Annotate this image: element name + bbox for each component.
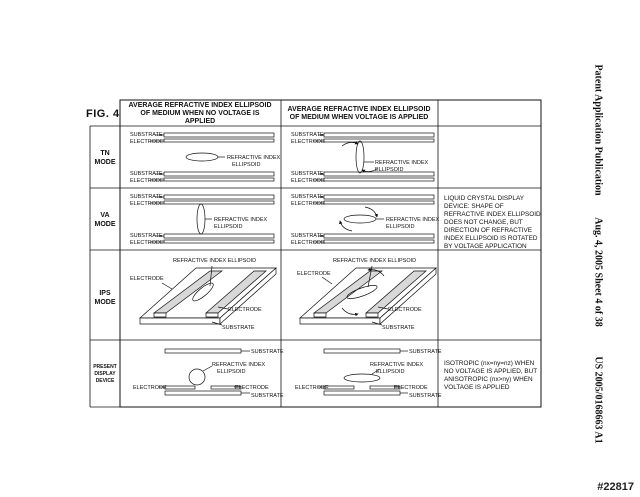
present-nv-electrode-right: ELECTRODE bbox=[235, 385, 269, 391]
row-label-tn-2: MODE bbox=[94, 159, 116, 166]
tn-nv-substrate-bottom: SUBSTRATE bbox=[130, 171, 163, 177]
present-device-description bbox=[444, 360, 537, 391]
va-v-electrode-bottom: ELECTRODE bbox=[291, 240, 325, 246]
present-v-substrate-bottom: SUBSTRATE bbox=[409, 393, 442, 399]
tn-nv-ellipsoid-label: ELLIPSOID bbox=[232, 162, 261, 168]
row-label-present-2: DISPLAY bbox=[94, 371, 116, 377]
va-nv-substrate-top: SUBSTRATE bbox=[130, 194, 163, 200]
ips-v-electrode-right: ELECTRODE bbox=[388, 307, 422, 313]
liquid-crystal-description bbox=[444, 195, 541, 250]
lc-desc-line-2: DEVICE: SHAPE OF bbox=[444, 203, 504, 210]
row-label-present-3: DEVICE bbox=[95, 378, 115, 384]
va-v-ri-label: REFRACTIVE INDEX bbox=[386, 217, 440, 223]
tn-v-substrate-top: SUBSTRATE bbox=[291, 132, 324, 138]
ips-nv-electrode-left: ELECTRODE bbox=[130, 276, 164, 282]
row-label-ips-1: IPS bbox=[99, 290, 111, 297]
va-nv-electrode-top: ELECTRODE bbox=[130, 201, 164, 207]
tn-v-electrode-top: ELECTRODE bbox=[291, 139, 325, 145]
present-v-ellipsoid-label: ELLIPSOID bbox=[376, 369, 405, 375]
lc-desc-line-6: INDEX ELLIPSOID IS ROTATED bbox=[444, 235, 538, 242]
ips-v-electrode-left: ELECTRODE bbox=[297, 271, 331, 277]
col-header-no-voltage-line-1: AVERAGE REFRACTIVE INDEX ELLIPSOID bbox=[128, 102, 272, 109]
present-nv-ellipsoid-label: ELLIPSOID bbox=[217, 369, 246, 375]
present-nv-electrode-left: ELECTRODE bbox=[133, 385, 167, 391]
present-nv-substrate-top: SUBSTRATE bbox=[251, 349, 284, 355]
tn-v-electrode-bottom: ELECTRODE bbox=[291, 178, 325, 184]
row-label-va-2: MODE bbox=[94, 221, 116, 228]
col-header-voltage-line-2: OF MEDIUM WHEN VOLTAGE IS APPLIED bbox=[289, 114, 429, 121]
ips-nv-substrate: SUBSTRATE bbox=[222, 325, 255, 331]
publication-date-sheet: Aug. 4, 2005 Sheet 4 of 38 bbox=[592, 217, 604, 327]
va-v-ellipsoid-label: ELLIPSOID bbox=[386, 224, 415, 230]
present-v-electrode-right: ELECTRODE bbox=[394, 385, 428, 391]
va-nv-substrate-bottom: SUBSTRATE bbox=[130, 233, 163, 239]
ips-nv-ri-ellipsoid-label: REFRACTIVE INDEX ELLIPSOID bbox=[173, 258, 257, 264]
pd-desc-line-2: NO VOLTAGE IS APPLIED, BUT bbox=[444, 368, 538, 375]
lc-desc-line-4: DOES NOT CHANGE, BUT bbox=[444, 219, 523, 226]
figure-label: FIG. 4 bbox=[86, 108, 120, 120]
image-id-stamp: #22817 bbox=[597, 481, 634, 493]
va-nv-ri-label: REFRACTIVE INDEX bbox=[214, 217, 268, 223]
pd-desc-line-1: ISOTROPIC (nx=ny=nz) WHEN bbox=[444, 360, 535, 367]
col-header-voltage-line-1: AVERAGE REFRACTIVE INDEX ELLIPSOID bbox=[287, 106, 431, 113]
publication-number: US 2005/0168663 A1 bbox=[592, 356, 604, 444]
lc-desc-line-1: LIQUID CRYSTAL DISPLAY bbox=[444, 195, 525, 202]
row-label-tn-1: TN bbox=[100, 150, 110, 157]
lc-desc-line-7: BY VOLTAGE APPLICATION bbox=[444, 243, 527, 250]
present-v-electrode-left: ELECTRODE bbox=[295, 385, 329, 391]
row-label-va-1: VA bbox=[100, 212, 110, 219]
pd-desc-line-4: VOLTAGE IS APPLIED bbox=[444, 384, 510, 391]
present-nv-ri-label: REFRACTIVE INDEX bbox=[212, 362, 266, 368]
ips-v-ri-ellipsoid-label: REFRACTIVE INDEX ELLIPSOID bbox=[333, 258, 417, 264]
tn-nv-substrate-top: SUBSTRATE bbox=[130, 132, 163, 138]
tn-nv-ri-label: REFRACTIVE INDEX bbox=[227, 155, 281, 161]
tn-v-ellipsoid-label: ELLIPSOID bbox=[375, 167, 404, 173]
va-nv-ellipsoid-label: ELLIPSOID bbox=[214, 224, 243, 230]
lc-desc-line-3: REFRACTIVE INDEX ELLIPSOID bbox=[444, 211, 541, 218]
tn-v-ri-label: REFRACTIVE INDEX bbox=[375, 160, 429, 166]
ips-v-substrate: SUBSTRATE bbox=[382, 325, 415, 331]
va-nv-electrode-bottom: ELECTRODE bbox=[130, 240, 164, 246]
lc-desc-line-5: DIRECTION OF REFRACTIVE bbox=[444, 227, 533, 234]
col-header-no-voltage-line-2: OF MEDIUM WHEN NO VOLTAGE IS bbox=[140, 110, 260, 117]
tn-voltage-diagram bbox=[313, 133, 434, 181]
tn-v-substrate-bottom: SUBSTRATE bbox=[291, 171, 324, 177]
ips-no-voltage-diagram bbox=[140, 266, 276, 325]
va-v-substrate-top: SUBSTRATE bbox=[291, 194, 324, 200]
pd-desc-line-3: ANISOTROPIC (nx>ny) WHEN bbox=[444, 376, 533, 383]
present-v-ri-label: REFRACTIVE INDEX bbox=[370, 362, 424, 368]
ips-nv-electrode-right: ELECTRODE bbox=[228, 307, 262, 313]
col-header-no-voltage-line-3: APPLIED bbox=[184, 118, 216, 125]
row-label-ips-2: MODE bbox=[94, 299, 116, 306]
tn-nv-electrode-top: ELECTRODE bbox=[130, 139, 164, 145]
va-v-substrate-bottom: SUBSTRATE bbox=[291, 233, 324, 239]
present-v-substrate-top: SUBSTRATE bbox=[409, 349, 442, 355]
tn-nv-electrode-bottom: ELECTRODE bbox=[130, 178, 164, 184]
va-v-electrode-top: ELECTRODE bbox=[291, 201, 325, 207]
present-nv-substrate-bottom: SUBSTRATE bbox=[251, 393, 284, 399]
publication-title: Patent Application Publication bbox=[592, 64, 604, 196]
row-label-present-1: PRESENT bbox=[93, 364, 117, 370]
